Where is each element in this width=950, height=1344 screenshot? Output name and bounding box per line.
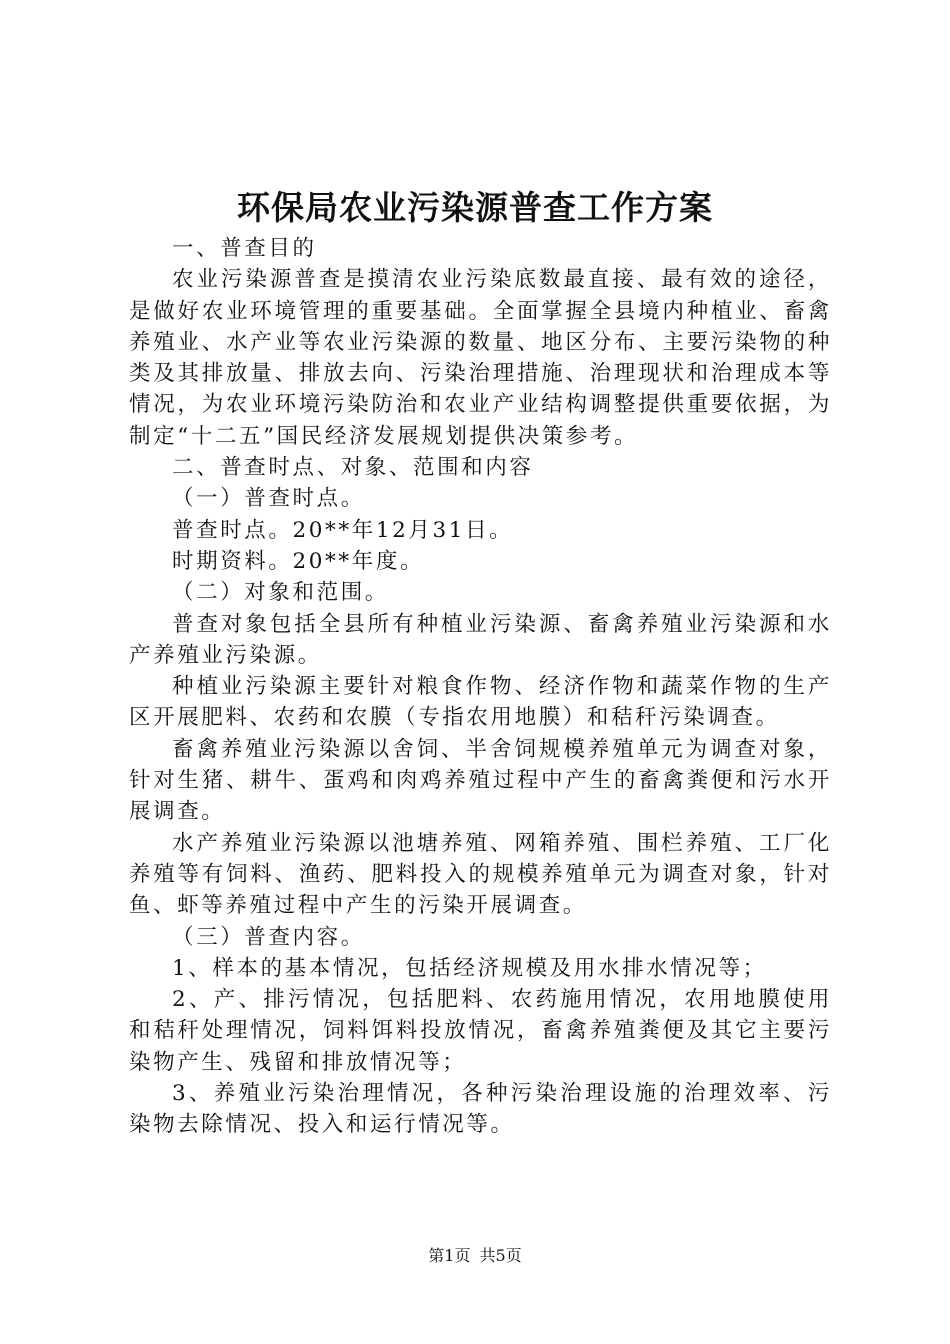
subsection-heading: （三）普查内容。 <box>172 924 365 950</box>
page-total: 共5页 <box>479 1246 522 1265</box>
paragraph: 普查对象包括全县所有种植业污染源、畜禽养殖业污染源和水产养殖业污染源。 <box>129 611 832 668</box>
paragraph: 水产养殖业污染源以池塘养殖、网箱养殖、围栏养殖、工厂化养殖等有饲料、渔药、肥料投入的规模养殖单元为调查对象，针对鱼、虾等养殖过程中产生的污染开展调查。 <box>129 830 832 919</box>
list-item: 1、样本的基本情况，包括经济规模及用水排水情况等； <box>172 955 767 981</box>
document-body <box>129 233 832 1141</box>
subsection-heading: （二）对象和范围。 <box>172 580 389 606</box>
document-title: 环保局农业污染源普查工作方案 <box>237 188 713 227</box>
section-heading: 二、普查时点、对象、范围和内容 <box>172 455 534 481</box>
paragraph: 普查时点。20**年12月31日。 <box>172 517 514 543</box>
list-item: 3、养殖业污染治理情况，各种污染治理设施的治理效率、污染物去除情况、投入和运行情况等。 <box>129 1081 832 1138</box>
page-footer <box>0 1244 950 1268</box>
page-number: 第1页 <box>428 1246 471 1265</box>
paragraph: 农业污染源普查是摸清农业污染底数最直接、最有效的途径，是做好农业环境管理的重要基础。全面掌握全县境内种植业、畜禽养殖业、水产业等农业污染源的数量、地区分布、主要污染物的种类及其排放量、排放去向、污染治理措施、治理现状和治理成本等情况，为农业环境污染防治和农业产业结构调整提供重要依据，为制定“十二五”国民经济发展规划提供决策参考。 <box>129 267 832 449</box>
paragraph: 种植业污染源主要针对粮食作物、经济作物和蔬菜作物的生产区开展肥料、农药和农膜（专指农用地膜）和秸秆污染调查。 <box>129 674 832 731</box>
paragraph: 时期资料。20**年度。 <box>172 548 425 574</box>
subsection-heading: （一）普查时点。 <box>172 486 365 512</box>
paragraph: 畜禽养殖业污染源以舍饲、半舍饲规模养殖单元为调查对象，针对生猪、耕牛、蛋鸡和肉鸡养殖过程中产生的畜禽粪便和污水开展调查。 <box>129 736 832 825</box>
list-item: 2、产、排污情况，包括肥料、农药施用情况，农用地膜使用和秸秆处理情况，饲料饵料投放情况，畜禽养殖粪便及其它主要污染物产生、残留和排放情况等； <box>129 987 832 1075</box>
section-heading: 一、普查目的 <box>172 236 317 261</box>
